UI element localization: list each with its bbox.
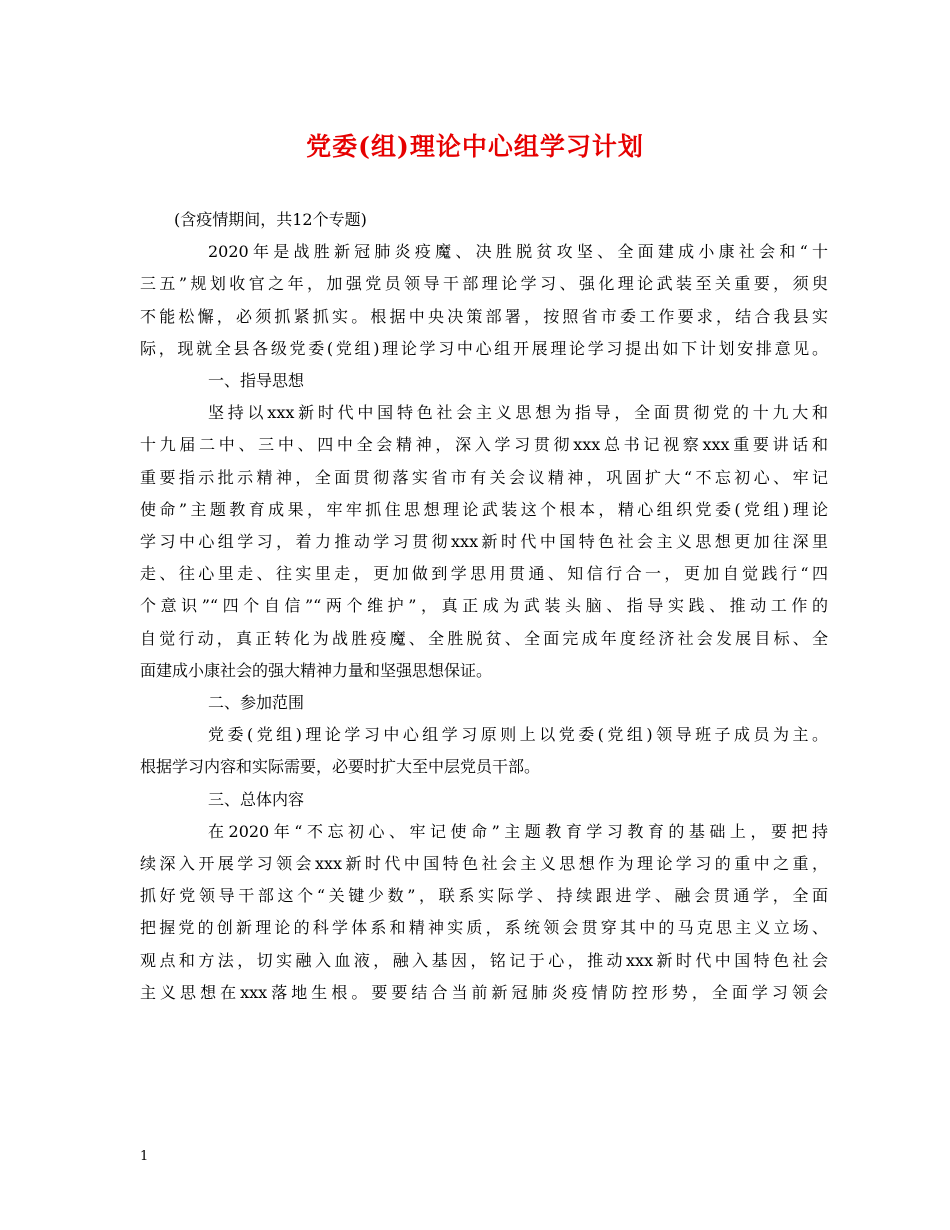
body-line: 根据学习内容和实际需要，必要时扩大至中层党员干部。 [140, 757, 541, 777]
body-line: 把握党的创新理论的科学体系和精神实质，系统领会贯穿其中的马克思主义立场、 [140, 918, 828, 938]
section-heading: 三、总体内容 [208, 789, 305, 809]
document-title: 党委(组)理论中心组学习计划 [306, 132, 644, 161]
section-heading: 一、指导思想 [208, 371, 305, 391]
body-line: 抓好党领导干部这个“关键少数”，联系实际学、持续跟进学、融会贯通学，全面 [140, 886, 828, 906]
body-line: 观点和方法，切实融入血液，融入基因，铭记于心，推动xxx新时代中国特色社会 [140, 950, 828, 970]
body-line: 不能松懈，必须抓紧抓实。根据中央决策部署，按照省市委工作要求，结合我县实 [140, 306, 828, 326]
body-line: 面建成小康社会的强大精神力量和坚强思想保证。 [140, 660, 493, 680]
body-line: 自觉行动，真正转化为战胜疫魔、全胜脱贫、全面完成年度经济社会发展目标、全 [140, 628, 828, 648]
body-line: 学习中心组学习，着力推动学习贯彻xxx新时代中国特色社会主义思想更加往深里 [140, 532, 828, 552]
body-line: 使命”主题教育成果，牢牢抓住思想理论武装这个根本，精心组织党委(党组)理论 [140, 499, 828, 519]
page-number: 1 [140, 1149, 149, 1164]
body-line: 际，现就全县各级党委(党组)理论学习中心组开展理论学习提出如下计划安排意见。 [140, 338, 828, 358]
body-line: 主义思想在xxx落地生根。要要结合当前新冠肺炎疫情防控形势，全面学习领会 [140, 982, 828, 1002]
body-line: 2020年是战胜新冠肺炎疫魔、决胜脱贫攻坚、全面建成小康社会和“十 [208, 242, 828, 262]
body-line: 十九届二中、三中、四中全会精神，深入学习贯彻xxx总书记视察xxx重要讲话和 [140, 435, 828, 455]
body-line: 个意识”“四个自信”“两个维护”，真正成为武装头脑、指导实践、推动工作的 [140, 596, 828, 616]
body-line: 重要指示批示精神，全面贯彻落实省市有关会议精神，巩固扩大“不忘初心、牢记 [140, 467, 828, 487]
body-line: 走、往心里走、往实里走，更加做到学思用贯通、知信行合一，更加自觉践行“四 [140, 564, 828, 584]
document-body [140, 204, 828, 1009]
body-line: 坚持以xxx新时代中国特色社会主义思想为指导，全面贯彻党的十九大和 [208, 403, 828, 423]
body-line: 党委(党组)理论学习中心组学习原则上以党委(党组)领导班子成员为主。 [208, 725, 828, 745]
body-line: 在2020年“不忘初心、牢记使命”主题教育学习教育的基础上，要把持 [208, 821, 828, 841]
body-line: 续深入开展学习领会xxx新时代中国特色社会主义思想作为理论学习的重中之重， [140, 854, 828, 874]
subtitle-note: (含疫情期间，共12个专题) [174, 210, 367, 229]
body-line: 三五”规划收官之年，加强党员领导干部理论学习、强化理论武装至关重要，须臾 [140, 274, 828, 294]
section-heading: 二、参加范围 [208, 693, 305, 713]
